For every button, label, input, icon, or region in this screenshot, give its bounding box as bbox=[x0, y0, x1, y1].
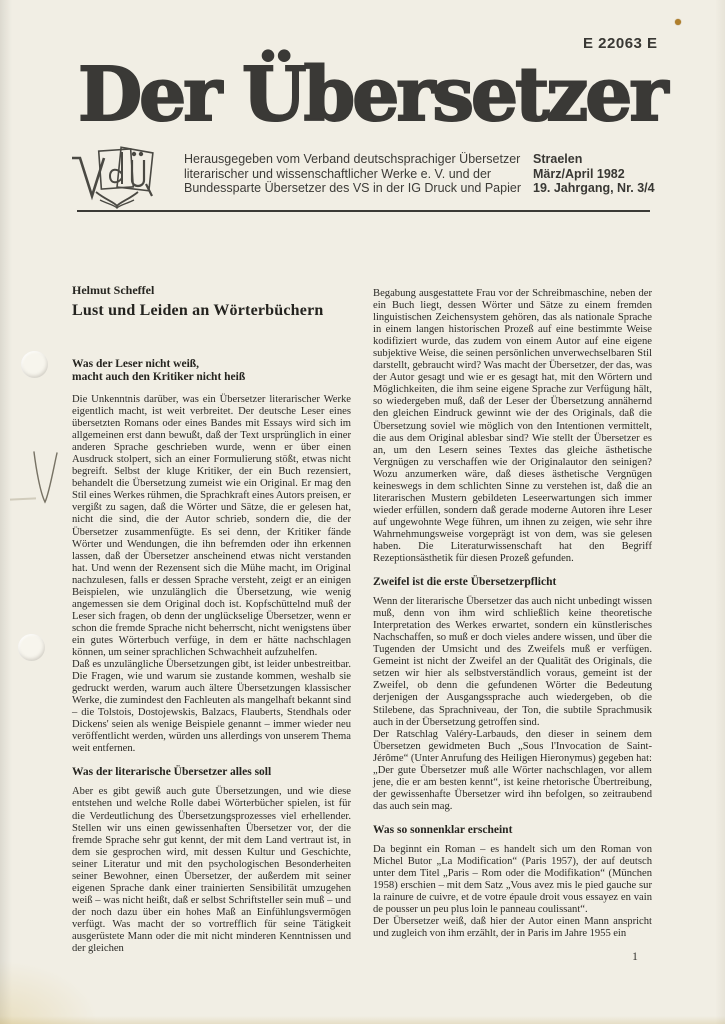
masthead-title: Der Übersetzer bbox=[78, 52, 666, 138]
article-author: Helmut Scheffel bbox=[72, 283, 155, 297]
issue-place: Straelen bbox=[533, 152, 583, 166]
section-heading: Was so sonnenklar erscheint bbox=[373, 823, 513, 836]
article-paragraph: Begabung ausgestattete Frau vor der Schreibmaschine, neben der ein Buch liegt, dessen Wörter und Sätze zu einem fremden linguistischen Zeichensystem gehören, das als nationale Sprache in einem langen historischen Prozeß auf eine bestimmte Weise kodifiziert wurde, das zudem von einem Autor auf eine eigene subjektive Weise, die seinen persönlichen unverwechselbaren Stil darstellt, gebraucht wird? Was macht der Übersetzer, der das, was der Autor gesagt und wie er es gesagt hat, mit den Wörtern und Möglichkeiten, die ihm seine eigene Sprache zur Verfügung hält, so wiedergeben muß, daß der Leser der Übersetzung annähernd den gleichen Eindruck gewinnt wie der des Originals, daß die Übersetzung soviel wie möglich von den Intentionen vermittelt, die aus dem Original ablesbar sind? Wie stellt der Übersetzer es an, um den Lesern seines Textes das gleiche ästhetische Vergnügen zu verschaffen wie der Originalautor den seinigen? Wozu anzumerken wäre, daß dieses ästhetische Vergnügen keineswegs in dem schlichten Sinne zu verstehen ist, daß die an literarischen Mustern gebildeten Leseerwartungen sich immer wieder erfüllen, sondern daß gerade moderne Autoren ihre Leser auf ungewohnte Wege führen, um ihnen zu zeigen, wie sehr ihre Wahrnehmungsweise vorgeprägt ist von dem, was sie gelesen haben. Die Literaturwissenschaft hat den Begriff Rezeptionsästhetik für diesen Prozeß gefunden. bbox=[373, 288, 652, 565]
issue-info bbox=[533, 152, 655, 196]
handwritten-checkmark bbox=[26, 446, 66, 510]
header-divider bbox=[77, 210, 650, 212]
publisher-line: Bundessparte Übersetzer des VS in der IG Druck und Papier bbox=[184, 181, 521, 195]
section-heading: Zweifel ist die erste Übersetzerpflicht bbox=[373, 576, 557, 589]
publisher-line: Herausgegeben vom Verband deutschsprachiger Übersetzer bbox=[184, 152, 521, 166]
article-title: Lust und Leiden an Wörterbüchern bbox=[72, 302, 324, 319]
article-body bbox=[72, 283, 652, 955]
article-paragraph: Der Ratschlag Valéry-Larbauds, den dieser in seinem dem Übersetzen gewidmeten Buch „Sous l'Invocation de Saint-Jérôme“ (Unter Anrufung des Heiligen Hieronymus) gegeben hat: „Der gute Übersetzer muß alle Wörter nachschlagen, vor allem jene, die er am besten kennt“, ist keine rhetorische Übertreibung, der gewissenhafte Übersetzer wird ihn befolgen, so zeitraubend das auch sein mag. bbox=[373, 728, 652, 812]
section-heading-line: macht auch den Kritiker nicht heiß bbox=[72, 371, 246, 383]
article-paragraph: Wenn der literarische Übersetzer das auch nicht unbedingt wissen muß, denn von ihm wird schließlich keine theoretische Interpretation des Werkes erwartet, sondern ein künstlerisches Nachschaffen, so muß er doch vieles andere wissen, und über die Tugenden der Umsicht und des Zweifels muß er verfügen. Gemeint ist nicht der Zweifel an der Qualität des Originals, die setzen wir hier als selbstverständlich voraus, gemeint ist der Zweifel, ob denn die gefundenen Wörter die Bedeutung derjenigen der Ausgangssprache auch wiedergeben, ob die Stilebene, das Sprachniveau, der Ton, die subtile Sprachmusik auch in der Übersetzung getroffen sind. bbox=[373, 596, 652, 728]
issue-date: März/April 1982 bbox=[533, 166, 625, 181]
article-paragraph: Aber es gibt gewiß auch gute Übersetzungen, und wie diese entstehen und welche Rolle dabei Wörterbücher spielen, ist für die Verdeutlichung des Übersetzungsprozesses viel erhellender. Stellen wir uns einen gewissenhaften Übersetzer vor, der die fremde Sprache sehr gut kennt, der mit dem Land vertraut ist, in dem sie gesprochen wird, mit dessen Kultur und Geschichte, seiner Literatur und mit den psychologischen Besonderheiten seiner Bewohner, einen Übersetzer, der außerdem mit seiner eigenen Sprache dank einer trainierten Sensibilität umzugehen weiß – was nicht heißt, daß er selbst Schriftsteller sein muß – und der noch dazu über ein hohes Maß an Einfühlungsvermögen verfügt. Was macht der so vortrefflich für seine Tätigkeit ausgerüstete Mann oder die mit nicht minderen Kenntnissen und der gleichen bbox=[72, 786, 351, 955]
article-paragraph: Daß es unzulängliche Übersetzungen gibt, ist leider unbestreitbar. Die Fragen, wie und warum sie zustande kommen, weshalb sie gedruckt werden, warum auch ältere Übersetzungen klassischer Werke, die zumindest den Fachleuten als mangelhaft bekannt sind – die Tolstois, Dostojewskis, Balzacs, Flauberts, Stendhals oder Dickens' seien als wenige Beispiele genannt – immer wieder neu veröffentlicht werden, würden uns allerdings von unserem Thema weit entfernen. bbox=[72, 659, 351, 755]
article-paragraph: Da beginnt ein Roman – es handelt sich um den Roman von Michel Butor „La Modification“ (Paris 1957), der auf deutsch unter dem Titel „Paris – Rom oder die Modifikation“ (München 1958) erschien – mit dem Satz „Vous avez mis le pied gauche sur la rainure de cuivre, et de votre épaule droit vous essayez en vain de pousser un peu plus loin le panneau coulissant“. bbox=[373, 843, 652, 916]
section-heading-line: Was der Leser nicht weiß, bbox=[72, 358, 200, 370]
paper-speck bbox=[675, 19, 681, 25]
issue-volume: 19. Jahrgang, Nr. 3/4 bbox=[533, 181, 655, 195]
section-heading: Was der literarische Übersetzer alles soll bbox=[72, 766, 272, 779]
postal-registration-code: E 22063 E bbox=[583, 35, 658, 52]
publisher-imprint bbox=[184, 152, 521, 196]
right-column bbox=[373, 283, 652, 955]
page-number: 1 bbox=[632, 951, 638, 963]
section-heading bbox=[72, 358, 351, 384]
punch-hole bbox=[21, 351, 48, 378]
article-paragraph: Der Übersetzer weiß, daß hier der Autor einen Mann anspricht und zugleich von ihm erzählt, der in Paris im Jahre 1955 ein bbox=[373, 916, 652, 940]
article-paragraph: Die Unkenntnis darüber, was ein Übersetzer literarischer Werke eigentlich macht, ist weit verbreitet. Der deutsche Leser eines übersetzten Romans oder eines Bandes mit Essays wird sich im allgemeinen erst dann bewußt, daß der Text ursprünglich in einer anderen Sprache geschrieben wurde, wenn er über einen Ausdruck stolpert, sich an einer Formulierung stößt, etwas nicht begreift. Selbst der kluge Kritiker, der ein Buch rezensiert, behandelt die Übersetzung zumeist wie ein Original. Er mag den Stil eines Werkes rühmen, die Sprachkraft eines Autors preisen, er vergißt zu sagen, daß die Wörter und Sätze, die er gelesen hat, nicht die sind, die der Autor schrieb, sondern die, die der Übersetzer zusammenfügte. Es sei denn, der Kritiker fände Wörter und Wendungen, die ihn befremden oder ihn erkennen lassen, daß der Übersetzer anscheinend etwas nicht verstanden hat. Und wenn der Rezensent sich die Mühe macht, im Original nachzulesen, falls er dessen Sprache versteht, zeigt er an einigen Beispielen, wie unzulänglich die Übersetzung, wie wenig angemessen sie dem Original doch ist. Kopfschüttelnd muß der Leser sich fragen, ob denn der unglückselige Übersetzer, wenn er schon die fremde Sprache nicht beherrscht, nicht wenigstens über ein gutes Wörterbuch verfüge, in dem er hätte nachschlagen können, um seiner sprachlichen Schwachheit aufzuhelfen. bbox=[72, 394, 351, 658]
vdu-logo-icon bbox=[70, 144, 165, 210]
punch-hole bbox=[18, 634, 45, 661]
left-column bbox=[72, 283, 351, 955]
publisher-line: literarischer und wissenschaftlicher Werke e. V. und der bbox=[184, 166, 492, 181]
